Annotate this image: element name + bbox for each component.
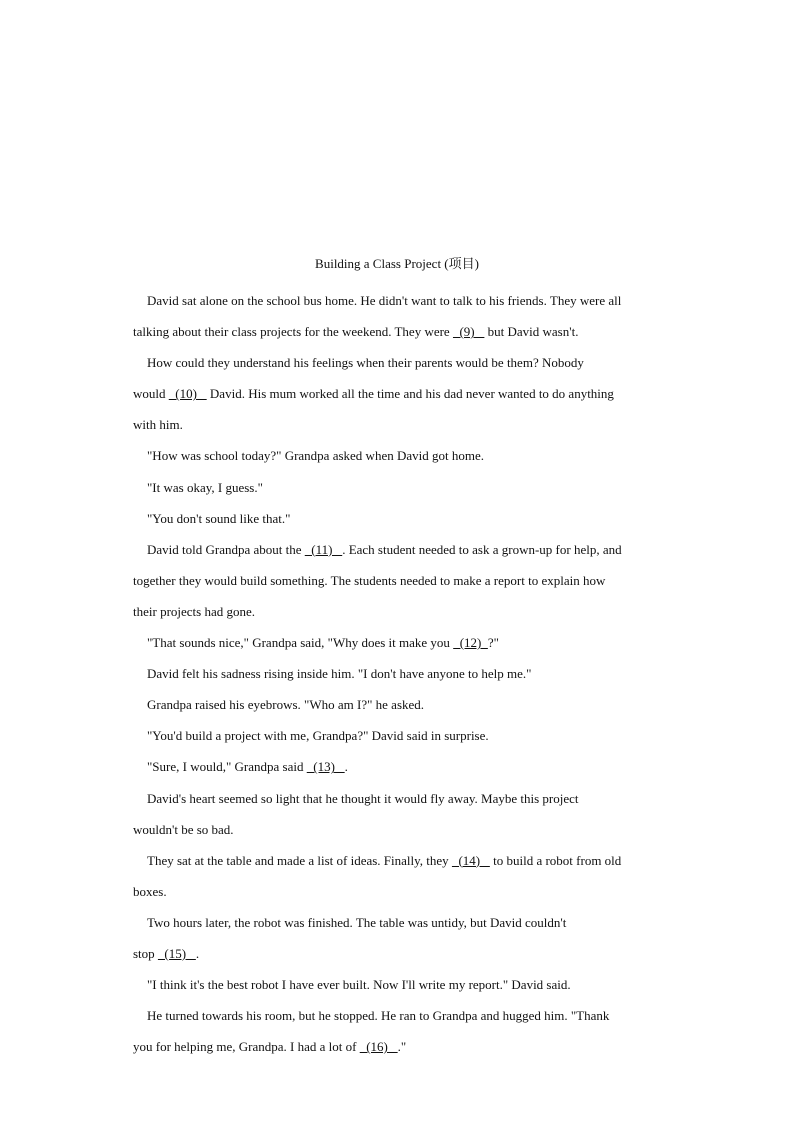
- text-segment: David sat alone on the school bus home. He didn't want to talk to his friends. They were all: [147, 293, 622, 308]
- answer-blank: (9): [452, 324, 485, 340]
- answer-blank: (10): [168, 386, 207, 402]
- text-line: [133, 285, 663, 316]
- text-line: [133, 627, 663, 658]
- text-segment: David told Grandpa about the: [147, 541, 305, 557]
- text-line: [133, 814, 663, 845]
- text-line: [133, 596, 663, 627]
- text-line: [133, 938, 663, 969]
- text-segment: "Sure, I would," Grandpa said: [147, 759, 307, 775]
- text-line: [133, 720, 663, 751]
- text-line: [133, 440, 663, 471]
- text-segment: "You'd build a project with me, Grandpa?" David said in surprise.: [147, 728, 489, 744]
- text-segment: Grandpa raised his eyebrows. "Who am I?" he asked.: [147, 697, 425, 713]
- text-line: [133, 347, 663, 378]
- text-line: [133, 409, 663, 440]
- text-segment: He turned towards his room, but he stopped. He ran to Grandpa and hugged him. "Thank: [147, 1008, 610, 1024]
- answer-blank: (11): [304, 541, 343, 557]
- text-line: [133, 969, 663, 1000]
- text-segment: .: [195, 945, 200, 961]
- text-segment: How could they understand his feelings when their parents would be them? Nobody: [147, 355, 584, 371]
- text-line: [133, 1031, 663, 1062]
- text-line: [133, 689, 663, 720]
- text-segment: David's heart seemed so light that he thought it would fly away. Maybe this project: [147, 790, 579, 806]
- text-line: [133, 658, 663, 689]
- answer-blank: (16): [359, 1039, 398, 1055]
- text-line: [133, 503, 663, 534]
- text-segment: .": [397, 1039, 407, 1055]
- text-segment: They sat at the table and made a list of ideas. Finally, they: [147, 852, 452, 868]
- text-segment: "That sounds nice," Grandpa said, "Why does it make you: [147, 635, 454, 651]
- text-line: [133, 565, 663, 596]
- text-segment: "It was okay, I guess.": [147, 479, 263, 495]
- story-text: [133, 285, 663, 1062]
- text-segment: David felt his sadness rising inside him. "I don't have anyone to help me.": [147, 666, 532, 682]
- text-segment: talking about their class projects for the weekend. They were: [133, 324, 453, 340]
- text-segment: . Each student needed to ask a grown-up for help, and: [342, 541, 622, 557]
- document-title: Building a Class Project (项目): [315, 256, 479, 271]
- answer-blank: (12): [453, 635, 488, 651]
- text-line: [133, 1000, 663, 1031]
- text-line: [133, 876, 663, 907]
- text-line: [133, 751, 663, 782]
- text-segment: you for helping me, Grandpa. I had a lot of: [133, 1039, 360, 1055]
- text-line: [133, 907, 663, 938]
- text-segment: to build a robot from old: [489, 852, 622, 868]
- answer-blank: (15): [157, 945, 196, 961]
- text-segment: ?": [487, 635, 499, 651]
- text-segment: .: [344, 759, 348, 775]
- text-segment: Two hours later, the robot was finished. The table was untidy, but David couldn't: [147, 914, 567, 930]
- text-segment: wouldn't be so bad.: [133, 821, 234, 837]
- text-segment: with him.: [133, 417, 183, 433]
- text-line: [133, 378, 663, 409]
- text-segment: "How was school today?" Grandpa asked when David got home.: [147, 448, 484, 464]
- text-segment: David. His mum worked all the time and his dad never wanted to do anything: [206, 386, 614, 402]
- text-segment: "I think it's the best robot I have ever built. Now I'll write my report." David said.: [147, 977, 571, 993]
- text-line: [133, 534, 663, 565]
- text-line: [133, 472, 663, 503]
- text-segment: stop: [133, 945, 158, 961]
- answer-blank: (13): [306, 759, 345, 775]
- text-segment: together they would build something. The students needed to make a report to explain how: [133, 572, 606, 588]
- text-line: [133, 783, 663, 814]
- text-segment: boxes.: [133, 883, 167, 899]
- text-line: [133, 316, 663, 347]
- text-segment: "You don't sound like that.": [147, 510, 291, 526]
- text-line: [133, 845, 663, 876]
- answer-blank: (14): [451, 852, 490, 868]
- text-segment: their projects had gone.: [133, 603, 256, 619]
- text-segment: would: [133, 386, 169, 402]
- text-segment: but David wasn't.: [484, 324, 579, 340]
